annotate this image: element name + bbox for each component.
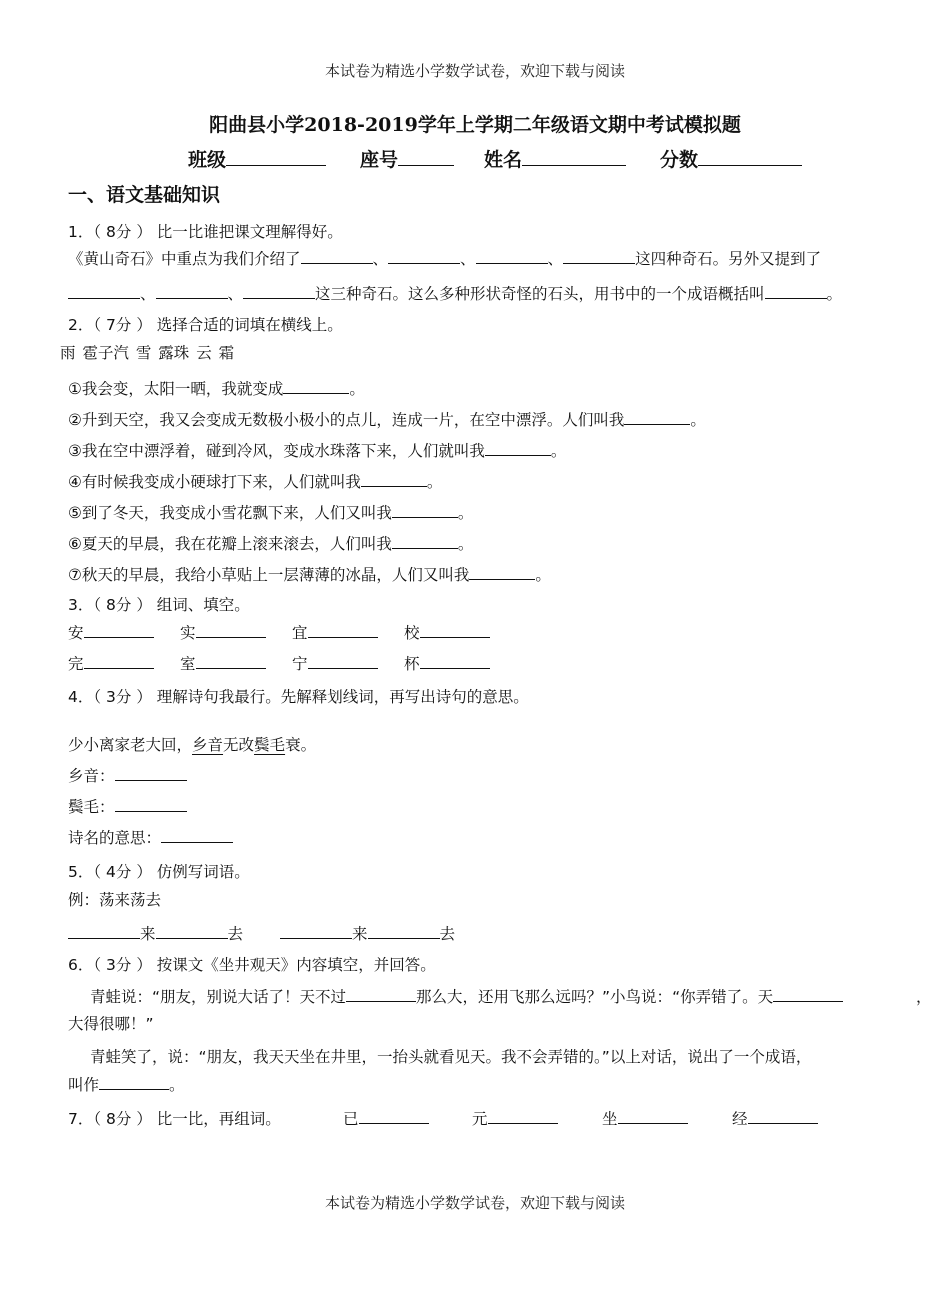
q1-blank-1[interactable] <box>301 249 373 264</box>
q4-ask-label: 鬓毛： <box>68 798 115 816</box>
q2-item-7 <box>68 563 551 585</box>
q3-cell <box>292 652 378 674</box>
q1-sep: 、 <box>460 250 476 268</box>
q2-head: 2．（ 7分 ） 选择合适的词填在横线上。 <box>68 316 343 334</box>
q1-blank-3[interactable] <box>476 249 548 264</box>
q3-blank[interactable] <box>84 654 154 669</box>
q3-cell <box>68 652 154 674</box>
q2-end: 。 <box>349 380 365 398</box>
q5-answer-2 <box>280 922 455 944</box>
q3-cell <box>404 652 490 674</box>
q1-blank-5[interactable] <box>68 284 140 299</box>
seat-label: 座号 <box>360 149 399 171</box>
q6-para1-line2: 大得很哪！” <box>68 1015 154 1033</box>
q3-blank[interactable] <box>308 654 378 669</box>
q1-sep: 、 <box>372 250 389 268</box>
q6-text: 青蛙说：“朋友，别说大话了！天不过 <box>90 988 347 1006</box>
q4-ask-label: 诗名的意思： <box>68 829 162 847</box>
q3-blank[interactable] <box>420 654 490 669</box>
section-heading: 一、语文基础知识 <box>68 184 221 206</box>
q5-lai: 来 <box>352 925 368 943</box>
q6-para2-line2 <box>68 1073 185 1095</box>
q1-sep: 、 <box>547 250 564 268</box>
q2-item-6 <box>68 532 473 554</box>
q4-ask-1 <box>68 764 187 786</box>
class-label: 班级 <box>188 149 227 171</box>
q3-char: 室 <box>180 655 196 673</box>
q1-head: 1．（ 8分 ） 比一比谁把课文理解得好。 <box>68 223 343 241</box>
q3-char: 校 <box>404 624 420 642</box>
q2-item-1 <box>68 377 365 399</box>
q5-blank[interactable] <box>68 924 140 939</box>
q3-char: 安 <box>68 624 84 642</box>
q6-end: 。 <box>169 1076 185 1094</box>
q4-head: 4．（ 3分 ） 理解诗句我最行。先解释划线词，再写出诗句的意思。 <box>68 688 529 706</box>
q5-qu: 去 <box>227 925 244 943</box>
name-label: 姓名 <box>484 149 523 171</box>
name-blank[interactable] <box>522 151 626 166</box>
q1-text-a: 《黄山奇石》中重点为我们介绍了 <box>68 250 301 268</box>
q2-end: 。 <box>690 411 706 429</box>
q2-blank-3[interactable] <box>485 441 551 456</box>
q3-blank[interactable] <box>196 623 266 638</box>
q3-char: 杯 <box>404 655 420 673</box>
q4-blank-1[interactable] <box>115 766 187 781</box>
poem-text: 少小离家老大回， <box>68 736 193 754</box>
q6-para1-line1 <box>90 985 843 1007</box>
q2-blank-1[interactable] <box>283 379 349 394</box>
q3-blank[interactable] <box>84 623 154 638</box>
q3-char: 实 <box>180 624 196 642</box>
q7-blank[interactable] <box>618 1109 688 1124</box>
poem-text: 无改 <box>223 736 255 754</box>
q5-qu: 去 <box>439 925 456 943</box>
q4-ask-label: 乡音： <box>68 767 115 785</box>
q2-word-bank: 雨 雹子汽 雪 露珠 云 霜 <box>60 344 235 362</box>
q3-char: 宜 <box>292 624 308 642</box>
q5-lai: 来 <box>140 925 156 943</box>
q2-blank-7[interactable] <box>469 565 535 580</box>
q2-end: 。 <box>550 442 567 460</box>
q3-blank[interactable] <box>308 623 378 638</box>
header-note: 本试卷为精选小学数学试卷，欢迎下载与阅读 <box>324 62 625 80</box>
q6-blank-3[interactable] <box>99 1075 169 1090</box>
q5-blank[interactable] <box>280 924 352 939</box>
q2-item-text: ④有时候我变成小硬球打下来，人们就叫我 <box>68 473 361 491</box>
q3-cell <box>404 621 490 643</box>
footer-note: 本试卷为精选小学数学试卷，欢迎下载与阅读 <box>324 1194 625 1212</box>
q1-text-b: 这四种奇石。另外又提到了 <box>635 250 822 268</box>
q2-end: 。 <box>457 504 474 522</box>
q2-item-text: ⑦秋天的早晨，我给小草贴上一层薄薄的冰晶，人们又叫我 <box>68 566 470 584</box>
score-label: 分数 <box>660 149 699 171</box>
q2-item-text: ⑥夏天的早晨，我在花瓣上滚来滚去，人们叫我 <box>68 535 392 553</box>
class-field[interactable] <box>188 145 326 172</box>
q5-blank[interactable] <box>368 924 440 939</box>
q4-ask-3 <box>68 826 233 848</box>
q2-item-3 <box>68 439 566 461</box>
q5-example: 例：荡来荡去 <box>68 891 162 909</box>
q7-blank[interactable] <box>748 1109 818 1124</box>
q1-blank-2[interactable] <box>388 249 460 264</box>
q5-blank[interactable] <box>156 924 228 939</box>
q2-item-2 <box>68 408 706 430</box>
q5-head: 5．（ 4分 ） 仿例写词语。 <box>68 863 250 881</box>
q2-item-text: ③我在空中漂浮着，碰到冷风，变成水珠落下来，人们就叫我 <box>68 442 485 460</box>
q2-item-4 <box>68 470 442 492</box>
q6-para2-line1: 青蛙笑了，说：“朋友，我天天坐在井里，一抬头就看见天。我不会弄错的。”以上对话，说出了一个成语， <box>90 1048 812 1066</box>
q1-line2 <box>68 282 842 304</box>
q7-blank[interactable] <box>488 1109 558 1124</box>
q3-char: 完 <box>68 655 84 673</box>
q2-item-text: ⑤到了冬天，我变成小雪花飘下来，人们又叫我 <box>68 504 392 522</box>
q3-cell <box>180 621 266 643</box>
q1-text-c: 这三种奇石。这么多种形状奇怪的石头，用书中的一个成语概括叫 <box>315 285 765 303</box>
score-field[interactable] <box>660 145 802 172</box>
q2-item-5 <box>68 501 473 523</box>
q6-head: 6．（ 3分 ） 按课文《坐井观天》内容填空，并回答。 <box>68 956 436 974</box>
q3-cell <box>292 621 378 643</box>
q3-cell <box>180 652 266 674</box>
q6-blank-2[interactable] <box>773 987 843 1002</box>
q4-blank-2[interactable] <box>115 797 187 812</box>
name-field[interactable] <box>484 145 626 172</box>
q4-poem <box>68 733 316 755</box>
q2-item-text: ①我会变，太阳一晒，我就变成 <box>68 380 284 398</box>
q3-cell <box>68 621 154 643</box>
q2-end: 。 <box>426 473 443 491</box>
q2-end: 。 <box>457 535 474 553</box>
q7-cell <box>343 1107 429 1129</box>
q7-blank[interactable] <box>359 1109 429 1124</box>
q2-end: 。 <box>535 566 551 584</box>
q1-blank-6[interactable] <box>156 284 228 299</box>
page-title: 阳曲县小学2018-2019学年上学期二年级语文期中考试模拟题 <box>209 114 741 136</box>
q4-ask-2 <box>68 795 187 817</box>
q1-blank-4[interactable] <box>563 249 635 264</box>
score-blank[interactable] <box>698 151 802 166</box>
poem-text: 衰。 <box>285 736 317 754</box>
q2-item-text: ②升到天空，我又会变成无数极小极小的点儿，连成一片，在空中漂浮。人们叫我 <box>68 411 625 429</box>
q7-cell <box>602 1107 688 1129</box>
seat-field[interactable] <box>360 145 454 172</box>
poem-underlined-word: 乡音 <box>192 736 224 754</box>
q7-char: 坐 <box>602 1110 618 1128</box>
q3-blank[interactable] <box>196 654 266 669</box>
q6-text: 叫作 <box>68 1076 100 1094</box>
q7-head: 7．（ 8分 ） 比一比，再组词。 <box>68 1110 281 1128</box>
q3-blank[interactable] <box>420 623 490 638</box>
q7-char: 经 <box>732 1110 748 1128</box>
q7-char: 已 <box>343 1110 359 1128</box>
class-blank[interactable] <box>226 151 326 166</box>
q2-blank-5[interactable] <box>392 503 458 518</box>
q1-sep: 、 <box>227 285 244 303</box>
q7-cell <box>472 1107 558 1129</box>
q1-sep: 、 <box>140 285 156 303</box>
q6-text: 那么大，还用飞那么远吗？”小鸟说：“你弄错了。天 <box>416 988 774 1006</box>
q6-blank-1[interactable] <box>346 987 416 1002</box>
q1-blank-7[interactable] <box>243 284 315 299</box>
q6-comma: ， <box>916 988 932 1006</box>
q4-blank-3[interactable] <box>161 828 233 843</box>
q7-cell <box>732 1107 818 1129</box>
q2-blank-4[interactable] <box>361 472 427 487</box>
q2-blank-2[interactable] <box>624 410 690 425</box>
seat-blank[interactable] <box>398 151 454 166</box>
poem-underlined-word: 鬓毛 <box>254 736 286 754</box>
q1-line1 <box>68 247 821 269</box>
q2-blank-6[interactable] <box>392 534 458 549</box>
q3-head: 3．（ 8分 ） 组词、填空。 <box>68 596 250 614</box>
q1-end: 。 <box>826 285 843 303</box>
q3-char: 宁 <box>292 655 308 673</box>
q1-blank-8[interactable] <box>765 284 827 299</box>
q5-answer-1 <box>68 922 243 944</box>
q7-char: 元 <box>472 1110 488 1128</box>
